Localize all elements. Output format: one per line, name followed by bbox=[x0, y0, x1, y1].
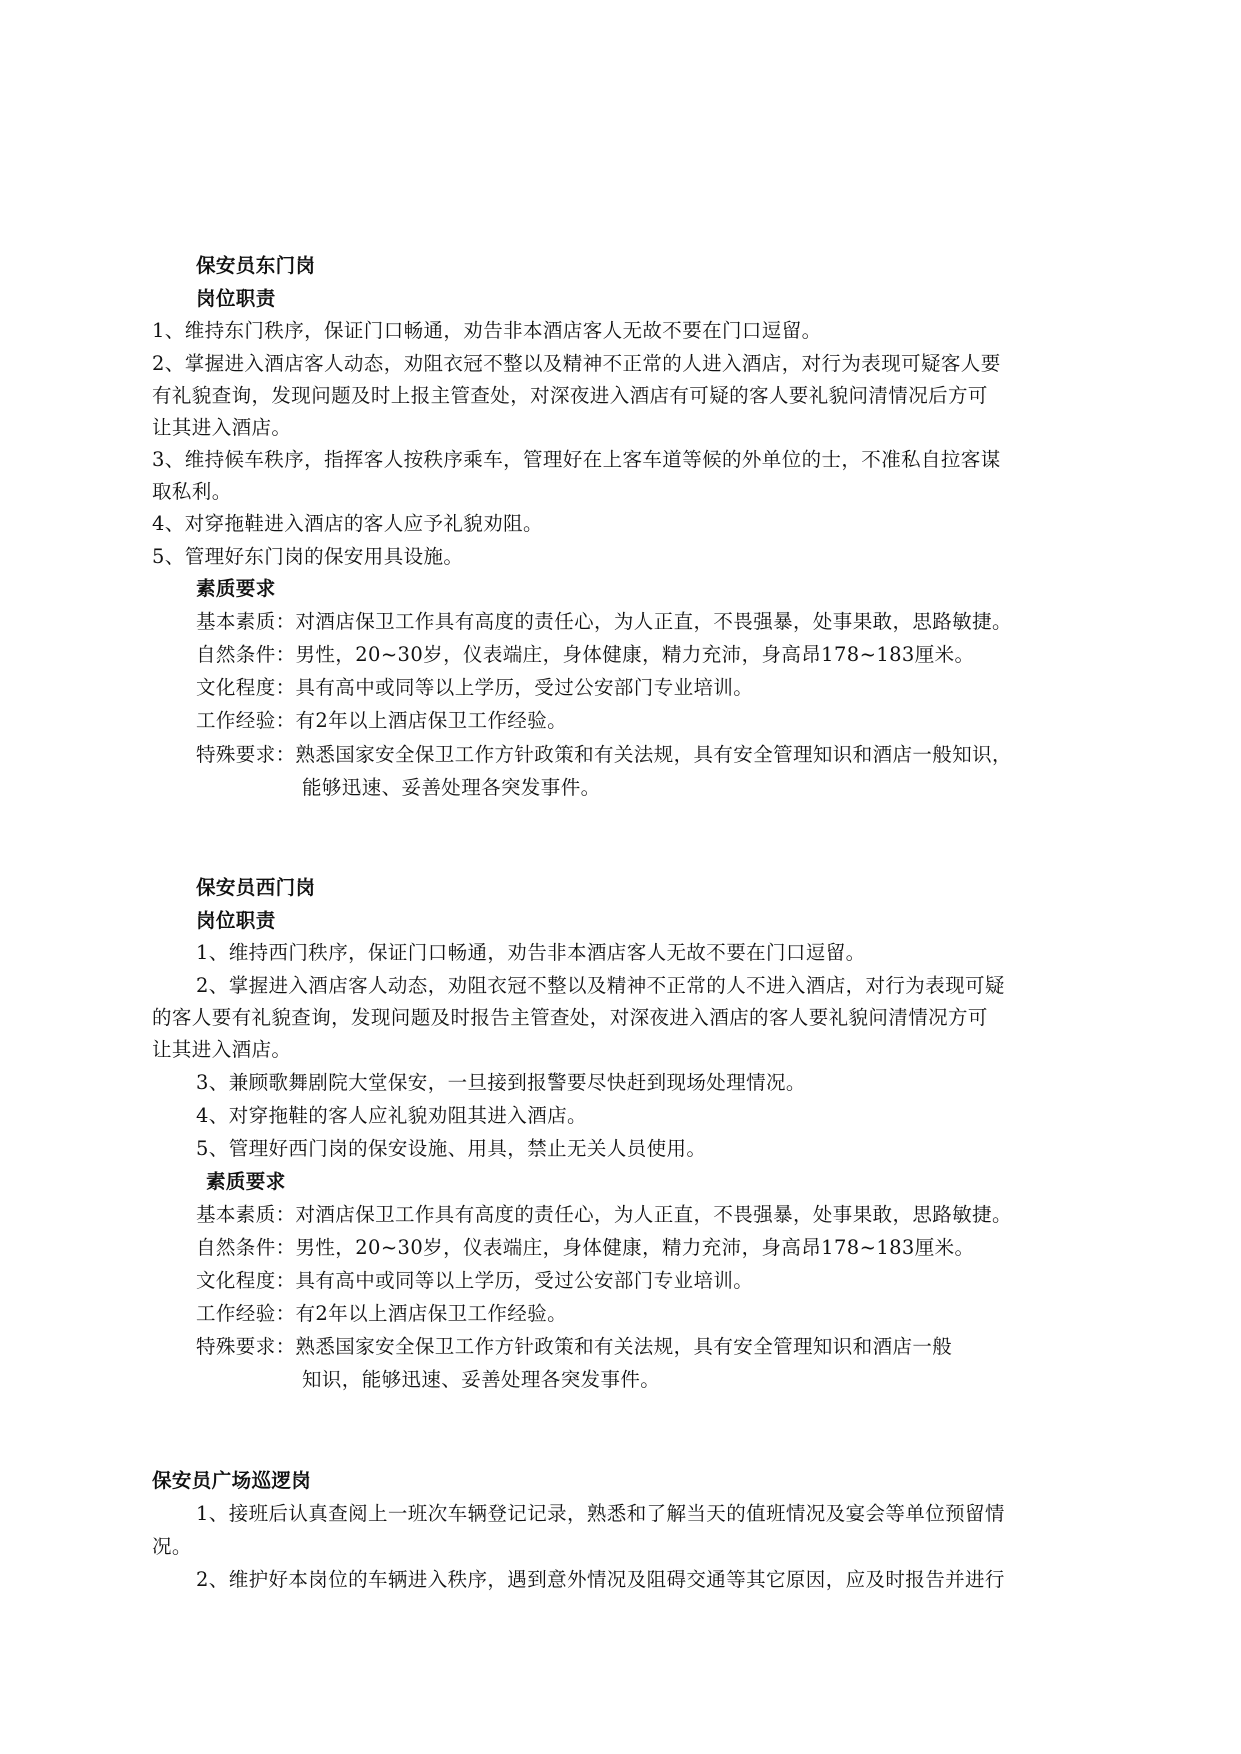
duty-line: 2、掌握进入酒店客人动态，劝阻衣冠不整以及精神不正常的人进入酒店，对行为表现可疑客人要 bbox=[152, 352, 1001, 375]
section-title: 保安员东门岗 bbox=[196, 254, 316, 277]
duty-line: 况。 bbox=[152, 1535, 192, 1558]
duty-line: 5、管理好东门岗的保安用具设施。 bbox=[152, 545, 464, 568]
quality-line: 工作经验：有2年以上酒店保卫工作经验。 bbox=[196, 709, 568, 732]
quality-line: 文化程度：具有高中或同等以上学历，受过公安部门专业培训。 bbox=[196, 676, 754, 699]
duty-line: 的客人要有礼貌查询，发现问题及时报告主管查处，对深夜进入酒店的客人要礼貌问清情况方可 bbox=[152, 1006, 988, 1029]
duty-line: 取私利。 bbox=[152, 480, 232, 503]
quality-line: 能够迅速、妥善处理各突发事件。 bbox=[302, 776, 601, 799]
duty-line: 3、兼顾歌舞剧院大堂保安，一旦接到报警要尽快赶到现场处理情况。 bbox=[196, 1071, 806, 1094]
quality-line: 知识，能够迅速、妥善处理各突发事件。 bbox=[302, 1368, 661, 1391]
duty-line: 让其进入酒店。 bbox=[152, 416, 292, 439]
quality-line: 文化程度：具有高中或同等以上学历，受过公安部门专业培训。 bbox=[196, 1269, 754, 1292]
quality-line: 基本素质：对酒店保卫工作具有高度的责任心，为人正直，不畏强暴，处事果敢，思路敏捷。 bbox=[196, 610, 1012, 633]
duty-line: 3、维持候车秩序，指挥客人按秩序乘车，管理好在上客车道等候的外单位的士，不准私自拉客谋 bbox=[152, 448, 1001, 471]
duty-line: 让其进入酒店。 bbox=[152, 1038, 292, 1061]
duty-line: 1、维持西门秩序，保证门口畅通，劝告非本酒店客人无故不要在门口逗留。 bbox=[196, 941, 866, 964]
duty-line: 5、管理好西门岗的保安设施、用具，禁止无关人员使用。 bbox=[196, 1137, 707, 1160]
section-subheading: 素质要求 bbox=[196, 577, 276, 600]
quality-line: 特殊要求：熟悉国家安全保卫工作方针政策和有关法规，具有安全管理知识和酒店一般 bbox=[196, 1335, 953, 1358]
duty-line: 4、对穿拖鞋的客人应礼貌劝阻其进入酒店。 bbox=[196, 1104, 587, 1127]
duty-line: 1、接班后认真查阅上一班次车辆登记记录，熟悉和了解当天的值班情况及宴会等单位预留情 bbox=[196, 1502, 1005, 1525]
duty-line: 1、维持东门秩序，保证门口畅通，劝告非本酒店客人无故不要在门口逗留。 bbox=[152, 319, 822, 342]
duty-line: 有礼貌查询，发现问题及时上报主管查处，对深夜进入酒店有可疑的客人要礼貌问清情况后方可 bbox=[152, 384, 988, 407]
quality-line: 特殊要求：熟悉国家安全保卫工作方针政策和有关法规，具有安全管理知识和酒店一般知识， bbox=[196, 743, 1012, 766]
duty-line: 2、维护好本岗位的车辆进入秩序，遇到意外情况及阻碍交通等其它原因，应及时报告并进行 bbox=[196, 1568, 1005, 1591]
quality-line: 自然条件：男性，20~30岁，仪表端庄，身体健康，精力充沛，身高昂178~183厘米。 bbox=[196, 1236, 975, 1259]
quality-line: 自然条件：男性，20~30岁，仪表端庄，身体健康，精力充沛，身高昂178~183厘米。 bbox=[196, 643, 975, 666]
section-title: 保安员广场巡逻岗 bbox=[152, 1469, 312, 1492]
quality-line: 工作经验：有2年以上酒店保卫工作经验。 bbox=[196, 1302, 568, 1325]
duty-line: 2、掌握进入酒店客人动态，劝阻衣冠不整以及精神不正常的人不进入酒店，对行为表现可疑 bbox=[196, 974, 1005, 997]
quality-line: 基本素质：对酒店保卫工作具有高度的责任心，为人正直，不畏强暴，处事果敢，思路敏捷。 bbox=[196, 1203, 1012, 1226]
section-title: 保安员西门岗 bbox=[196, 876, 316, 899]
duty-line: 4、对穿拖鞋进入酒店的客人应予礼貌劝阻。 bbox=[152, 512, 543, 535]
section-subheading: 素质要求 bbox=[206, 1170, 286, 1193]
section-subheading: 岗位职责 bbox=[196, 287, 276, 310]
section-subheading: 岗位职责 bbox=[196, 909, 276, 932]
